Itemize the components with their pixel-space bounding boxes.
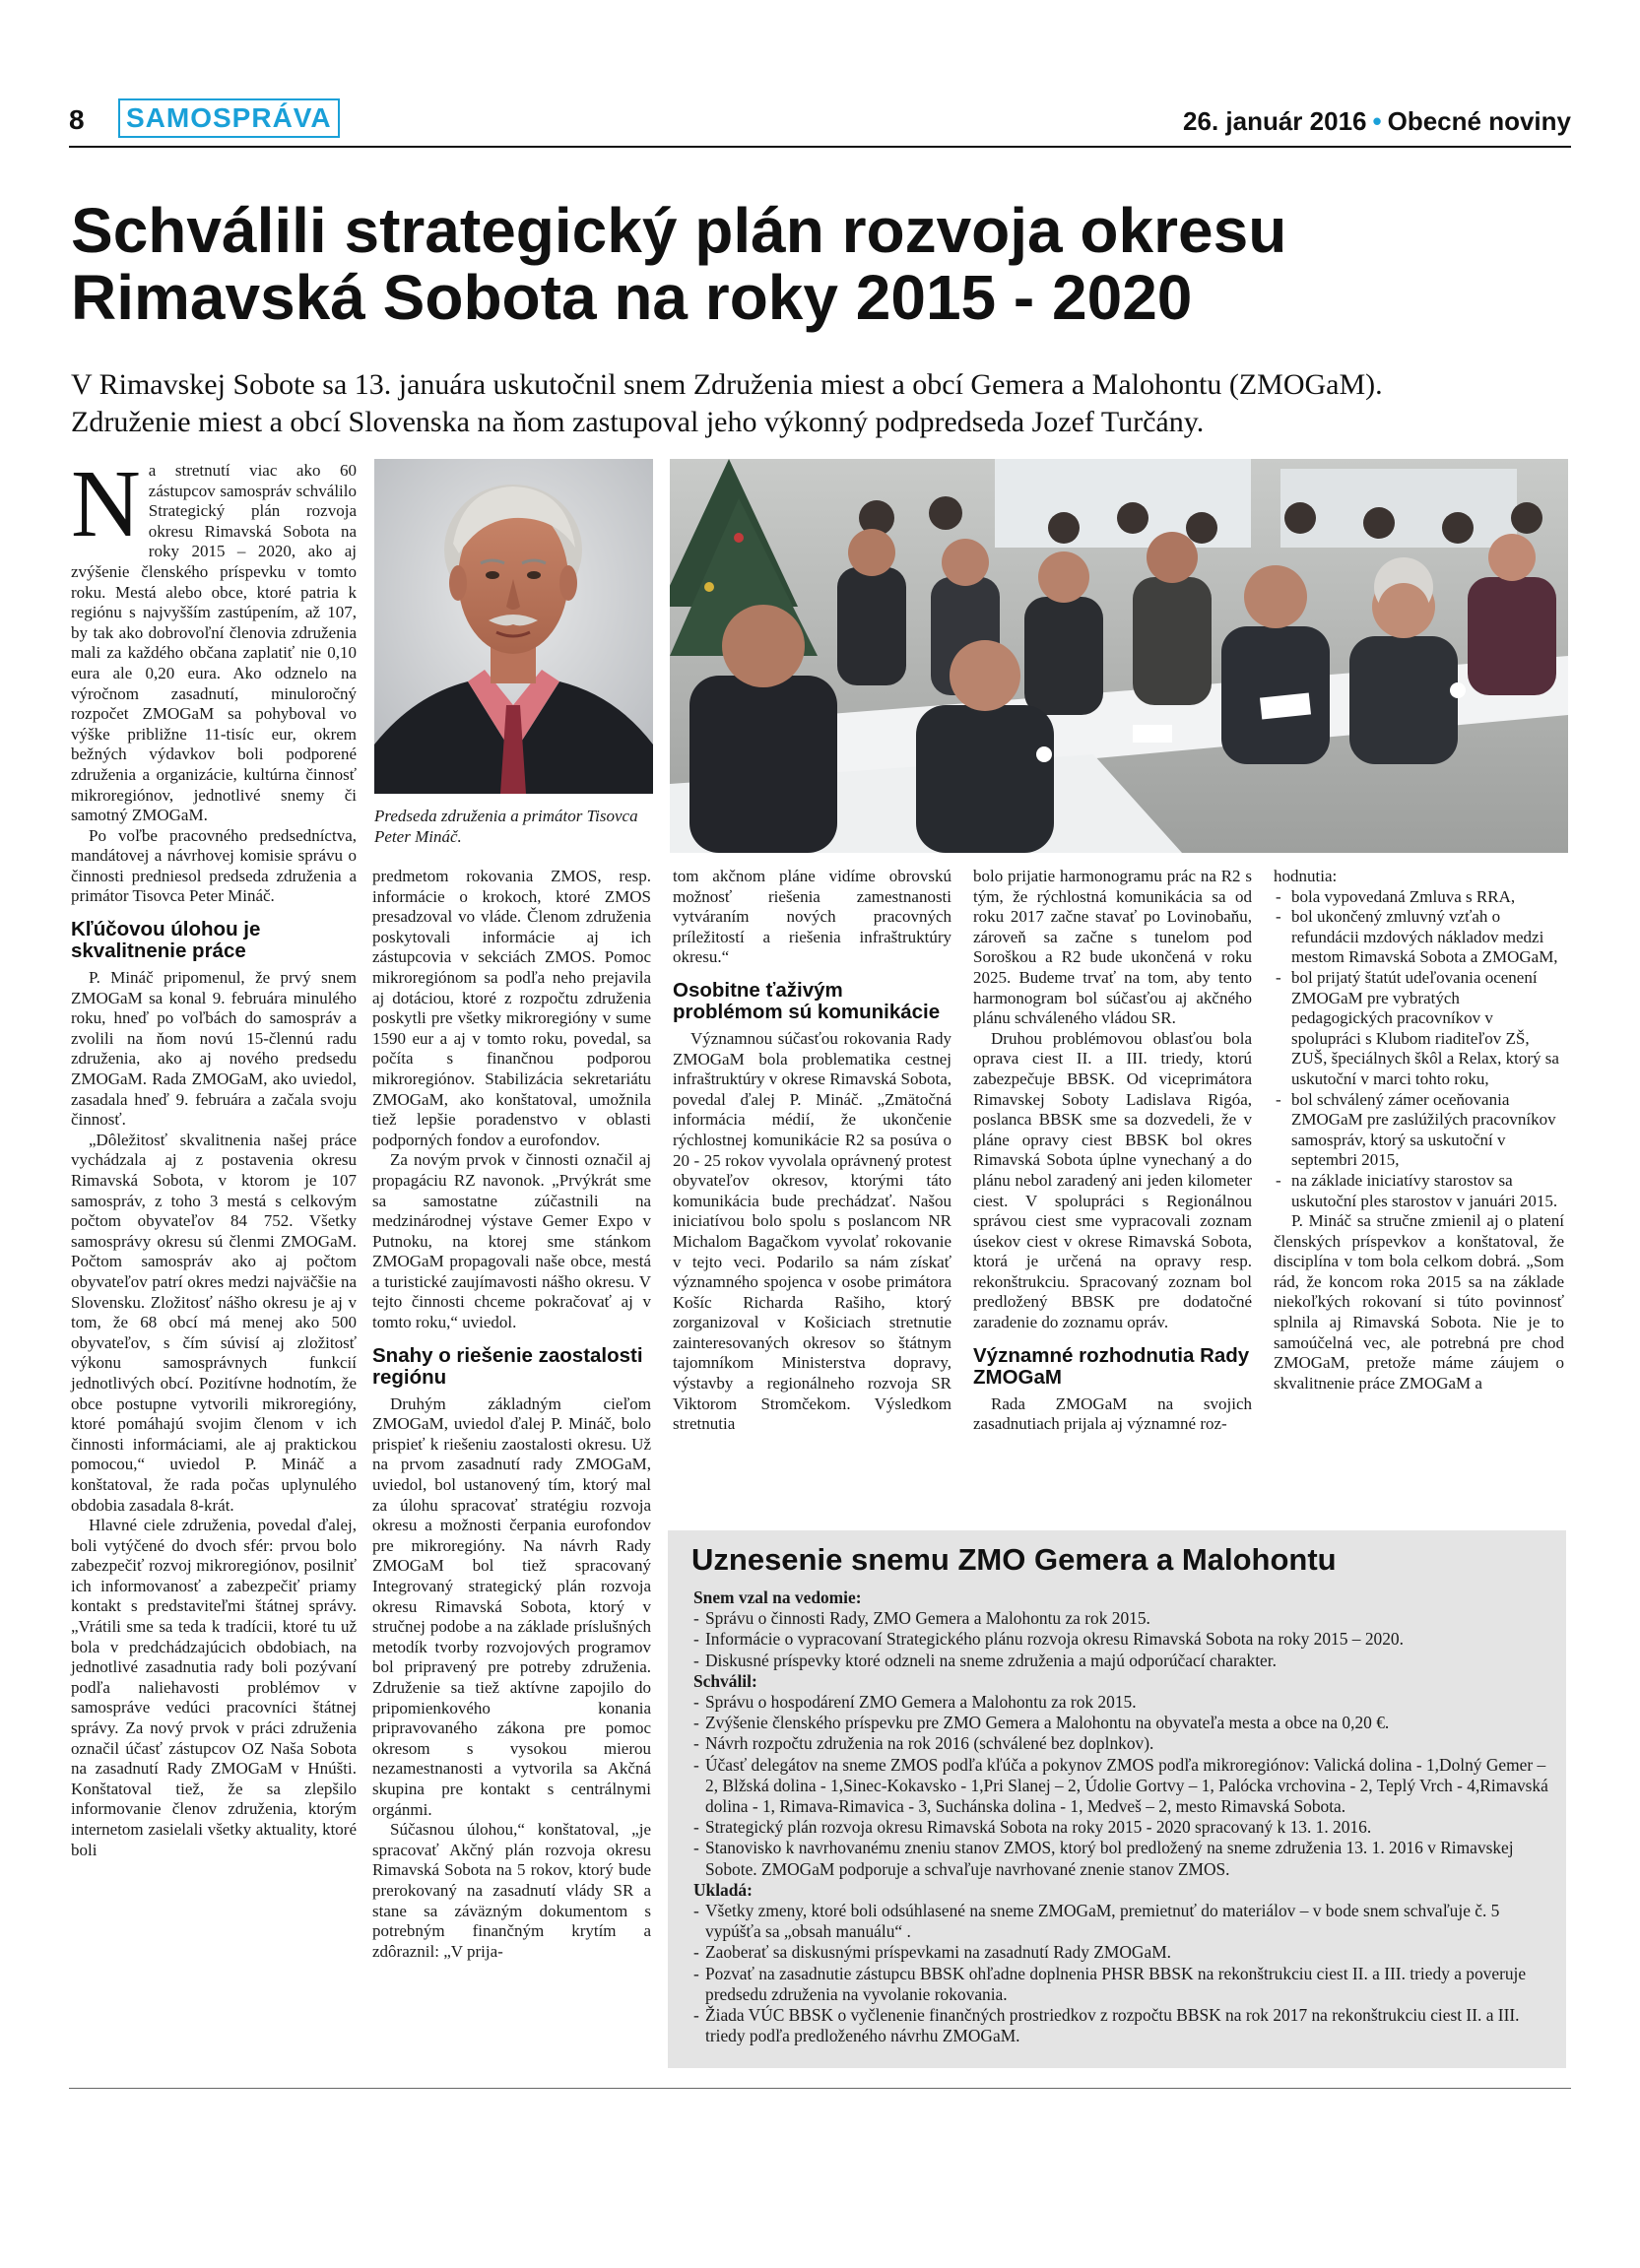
drop-cap: N bbox=[71, 451, 141, 557]
resolution-title: Uznesenie snemu ZMO Gemera a Malohontu bbox=[691, 1542, 1337, 1577]
article-column-3 bbox=[673, 867, 951, 1435]
resolution-item: - Zvýšenie členského príspevku pre ZMO Gemera a Malohontu na obyvateľa mesta a obce na 0,20 €. bbox=[693, 1713, 1552, 1733]
resolution-item: - Správu o hospodárení ZMO Gemera a Malohontu za rok 2015. bbox=[693, 1692, 1552, 1713]
article-column-1 bbox=[71, 451, 357, 1860]
paragraph: Rada ZMOGaM na svojich zasadnutiach prijala aj významné roz- bbox=[973, 1393, 1252, 1434]
photo-caption: Predseda združenia a primátor Tisovca Peter Mináč. bbox=[374, 807, 638, 846]
paragraph: Po voľbe pracovného predsedníctva, mandátovej a návrhovej komisie správu o činnosti predniesol predseda združenia a primátor Tisovca Peter Mináč. bbox=[71, 825, 357, 906]
subheading: Kľúčovou úlohou je skvalitnenie práce bbox=[71, 918, 261, 963]
publication-name: Obecné noviny bbox=[1387, 106, 1571, 136]
paragraph: Súčasnou úlohou,“ konštatoval, „je spracovať Akčný plán rozvoja okresu Rimavská Sobota na 5 rokov, ktorý bude prerokovaný na zasadnutí vlády SR a stane sa záväzným dokumentom s potrebným finančným krytím a zdôraznil: „V prija- bbox=[372, 1820, 651, 1961]
subheading: Významné rozhodnutia Rady ZMOGaM bbox=[973, 1343, 1250, 1389]
resolution-body bbox=[682, 1588, 1552, 2046]
article-column-4 bbox=[973, 867, 1252, 1435]
subheading: Snahy o riešenie zaostalosti regiónu bbox=[372, 1343, 643, 1389]
list-item: - bol ukončený zmluvný vzťah o refundácii mzdových nákladov medzi mestom Rimavská Sobota a ZMOGaM, bbox=[1274, 907, 1564, 968]
paragraph: Za novým prvok v činnosti označil aj propagáciu RZ navonok. „Prvýkrát sme sa samostatne zúčastnili na medzinárodnej výstave Gemer Expo v Putnoku, na ktorej sme stánkom ZMOGaM propagovali naše obce, mestá a turistické zaujímavosti nášho okresu. V tejto činnosti chceme pokračovať aj v tomto roku,“ uviedol. bbox=[372, 1150, 651, 1332]
paragraph: P. Mináč pripomenul, že prvý snem ZMOGaM sa konal 9. februára minulého roku, hneď po voľbách do samospráv a zvolili na ňom novú 15-člennú radu združenia, ako aj nového predsedu ZMOGaM. Rada ZMOGaM, ako uviedol, zasadala hneď 9. februára a začala svoju činnosť. bbox=[71, 968, 357, 1130]
resolution-item: - Strategický plán rozvoja okresu Rimavská Sobota na roky 2015 - 2020 spracovaný k 13. 1. 2016. bbox=[693, 1817, 1552, 1838]
resolution-item: - Informácie o vypracovaní Strategického plánu rozvoja okresu Rimavská Sobota na roky 2015 – 2020. bbox=[693, 1629, 1552, 1650]
paragraph: hodnutia: bbox=[1274, 867, 1338, 885]
resolution-item: - Návrh rozpočtu združenia na rok 2016 (schválené bez doplnkov). bbox=[693, 1733, 1552, 1754]
paragraph: P. Mináč sa stručne zmienil aj o platení členských príspevkov a konštatoval, že disciplína v tom bola celkom dobrá. „Som rád, že koncom roka 2015 sa na základe niekoľkých rokovaní si túto povinnosť splnila aj Rimavská Sobota. Nie je to samoúčelná vec, ale potrebná pre chod ZMOGaM, pretože máme záujem o skvalitnenie práce ZMOGaM a bbox=[1274, 1211, 1564, 1393]
header-separator: • bbox=[1372, 106, 1382, 136]
subheading: Osobitne ťaživým problémom sú komunikácie bbox=[673, 978, 941, 1023]
list-item: - bol schválený zámer oceňovania ZMOGaM pre zaslúžilých pracovníkov samospráv, ktorý sa uskutoční v septembri 2015, bbox=[1274, 1090, 1564, 1171]
meeting-image bbox=[670, 459, 1568, 853]
lead-line: V Rimavskej Sobote sa 13. januára uskutočnil snem Združenia miest a obcí Gemera a Malohontu (ZMOGaM). bbox=[71, 368, 1383, 401]
paragraph: predmetom rokovania ZMOS, resp. informácie o krokoch, ktoré ZMOS presadzoval vo vláde. Členom združenia poskytovali informácie aj ich zástupcovia v sekciách ZMOS. Pomoc mikroregiónom sa podľa neho prejavila aj dotáciou, ktoré z rozpočtu združenia poskytli pre všetky mikroregióny v sume 1590 eur a aj v tomto roku, povedal, sa počíta s finančnou podporou mikroregiónov. Stabilizácia sekretariátu ZMOGaM, ako konštatoval, umožnila tiež lepšie poradenstvo v oblasti podporných fondov a eurofondov. bbox=[372, 867, 651, 1149]
paragraph: Druhým základným cieľom ZMOGaM, uviedol ďalej P. Mináč, bolo prispieť k riešeniu zaostalosti okresu. Už na prvom zasadnutí rady ZMOGaM, uviedol, bol ustanovený tím, ktorý mal za úlohu spracovať stratégiu rozvoja okresu a možnosti čerpania eurofondov pre mikroregióny. Na návrh Rady ZMOGaM bol tiež spracovaný Integrovaný strategický plán rozvoja okresu Rimavská Sobota, ktorý v stručnej podobe a na základe príslušných metodík tvorby rozvojových programov bol pripravený pre potreby združenia. Združenie sa tiež aktívne zapojilo do pripomienkového konania pripravovaného zákona pre pomoc okresom s vysokou mierou nezamestnanosti a vytvorila sa Akčná skupina pre kontakt s centrálnymi orgánmi. bbox=[372, 1393, 651, 1819]
resolution-section-label: Schválil: bbox=[693, 1670, 757, 1691]
paragraph: tom akčnom pláne vidíme obrovskú možnosť riešenia zamestnanosti vytváraním nových pracovných príležitostí a riešenia infraštruktúry okresu.“ bbox=[673, 867, 951, 967]
list-item: - na základe iniciatívy starostov sa uskutoční ples starostov v januári 2015. bbox=[1274, 1171, 1564, 1211]
resolution-section-label: Ukladá: bbox=[693, 1879, 753, 1900]
headline bbox=[71, 197, 1568, 331]
list-item: - bola vypovedaná Zmluva s RRA, bbox=[1274, 887, 1564, 908]
article-column-5 bbox=[1274, 867, 1564, 1393]
meeting-photo bbox=[670, 459, 1568, 853]
resolution-item: - Diskusné príspevky ktoré odzneli na sneme združenia a majú odporúčací charakter. bbox=[693, 1651, 1552, 1671]
resolution-box bbox=[668, 1530, 1566, 2068]
resolution-section-label: Snem vzal na vedomie: bbox=[693, 1588, 862, 1607]
issue-info bbox=[1183, 106, 1571, 137]
resolution-item: - Zaoberať sa diskusnými príspevkami na zasadnutí Rady ZMOGaM. bbox=[693, 1942, 1552, 1963]
header-rule bbox=[69, 146, 1571, 148]
issue-date: 26. január 2016 bbox=[1183, 106, 1367, 136]
lead-line: Združenie miest a obcí Slovenska na ňom zastupoval jeho výkonný podpredseda Jozef Turčány. bbox=[71, 406, 1205, 438]
decision-list bbox=[1274, 887, 1564, 1212]
page-header bbox=[69, 98, 1571, 146]
portrait-photo bbox=[374, 459, 653, 794]
headline-line: Rimavská Sobota na roky 2015 - 2020 bbox=[71, 262, 1193, 333]
paragraph-text: a stretnutí viac ako 60 zástupcov samospráv schválilo Strategický plán rozvoja okresu Rimavská Sobota na roky 2015 – 2020, ako aj zvýšenie členského príspevku v tomto roku. Mestá alebo obce, ktoré patria k regiónu s najvyšším zastúpením, až 107, by tak ako dobrovoľní členovia združenia mali za každého občana zaplatiť nie 0,10 eura ale 0,20 eura. Ako odznelo na výročnom zasadnutí, minuloročný rozpočet ZMOGaM sa pohyboval vo výške približne 11-tisíc eur, okrem bežných výdavkov boli podporené združenia a organizácie, kultúrna činnosť mikroregiónov, jednotlivé snemy či samotný ZMOGaM. bbox=[71, 461, 357, 825]
resolution-item: - Pozvať na zasadnutie zástupcu BBSK ohľadne doplnenia PHSR BBSK na rekonštrukciu ciest II. a III. triedy a poveruje predsedu združenia na vyvolanie rokovania. bbox=[693, 1964, 1552, 2005]
resolution-item: - Žiada VÚC BBSK o vyčlenenie finančných prostriedkov z rozpočtu BBSK na rok 2017 na rekonštrukciu ciest II. a III. triedy podľa predloženého návrhu ZMOGaM. bbox=[693, 2005, 1552, 2046]
list-item: - bol prijatý štatút udeľovania ocenení ZMOGaM pre vybratých pedagogických pracovníkov v spolupráci s Klubom riaditeľov ZŠ, ZUŠ, špeciálnych škôl a Relax, ktorý sa uskutoční v marci tohto roku, bbox=[1274, 968, 1564, 1090]
resolution-item: - Stanovisko k navrhovanému zneniu stanov ZMOS, ktorý bol predložený na sneme združenia 13. 1. 2016 v Rimavskej Sobote. ZMOGaM podporuje a schvaľuje navrhované znenie stanov ZMOS. bbox=[693, 1838, 1552, 1879]
resolution-item: - Správu o činnosti Rady, ZMO Gemera a Malohontu za rok 2015. bbox=[693, 1608, 1552, 1629]
paragraph: Hlavné ciele združenia, povedal ďalej, boli vytýčené do dvoch sfér: prvou bolo zabezpečiť rozvoj mikroregiónov, posilniť ich informovanosť a zabezpečiť priamy kontakt s predstaviteľmi štátnej správy. „Vrátili sme sa teda k tradícii, ktoré tu už bola v predchádzajúcich obdobiach, na jednotlivé zasadnutia rady boli pozývaní podľa naliehavosti problémov v samospráve vedúci pracovníci štátnej správy. Za nový prvok v práci združenia označil účasť zástupcov OZ Naša Sobota na zasadnutí Rady ZMOGaM v Hnúšti. Konštatoval tiež, že sa zlepšilo informovanie členov združenia, ktorým internetom zasielali všetky aktuality, ktoré boli bbox=[71, 1516, 357, 1859]
footer-rule bbox=[69, 2088, 1571, 2089]
lead-paragraph bbox=[71, 366, 1568, 441]
article-column-2 bbox=[372, 867, 651, 1962]
headline-line: Schválili strategický plán rozvoja okresu bbox=[71, 195, 1287, 266]
opening-paragraph bbox=[71, 451, 357, 826]
paragraph: „Dôležitosť skvalitnenia našej práce vychádzala aj z postavenia okresu Rimavská Sobota, v ktorom je 107 samospráv, z toho 3 mestá s celkovým počtom obyvateľov 84 752. Všetky samosprávy okresu sú členmi ZMOGaM. Počtom samospráv ako aj počtom obyvateľov patrí okres medzi najväčšie na Slovensku. Zložitosť nášho okresu je aj v tom, že 68 obcí má menej ako 500 obyvateľov, s čím súvisí aj zložitosť výkonu samosprávnych funkcií jednotlivých obcí. Pozitívne hodnotím, že obce postupne vytvorili mikroregióny, ktoré pomáhajú svojim členom v ich činnosti informáciami, ale aj praktickou pomocou,“ uviedol P. Mináč a konštatoval, že rada počas uplynulého obdobia zasadala 8-krát. bbox=[71, 1130, 357, 1515]
portrait-image bbox=[374, 459, 653, 794]
paragraph: Druhou problémovou oblasťou bola oprava ciest II. a III. triedy, ktorú zabezpečuje BBSK. Od viceprimátora Rimavskej Soboty Ladislava Rigóa, poslanca BBSK sme sa dozvedeli, že v pláne opravy ciest BBSK bol okres Rimavská Sobota úplne vynechaný a do plánu nebol zaradený ani jeden kilometer ciest. V spolupráci s Regionálnou správou ciest sme vypracovali zoznam úsekov ciest v okrese Rimavská Sobota, ktorá je určená na opravy resp. rekonštrukciu. Spracovaný zoznam bol predložený BBSK pre dodatočné zaradenie do zoznamu opráv. bbox=[973, 1028, 1252, 1332]
section-label: SAMOSPRÁVA bbox=[118, 98, 340, 138]
paragraph: bolo prijatie harmonogramu prác na R2 s tým, že rýchlostná komunikácia sa od roku 2017 začne stavať po Lovinobaňu, zároveň sa začne s tunelom pod Soroškou a R2 bude ukončená v roku 2025. Budeme trvať na tom, aby tento harmonogram bol súčasťou aj akčného plánu schváleného vládou SR. bbox=[973, 867, 1252, 1028]
resolution-item: - Účasť delegátov na sneme ZMOS podľa kľúča a pokynov ZMOS podľa mikroregiónov: Valická dolina - 1,Dolný Gemer – 2, Blžská dolina - 1,Sinec-Kokavsko - 1,Pri Slanej – 2, Údolie Gortvy – 1, Palócka vrchovina - 2, Teplý Vrch - 4,Rimavská dolina - 1, Rimava-Rimavica - 3, Suchánska dolina - 1, Medveš – 2, mesto Rimavská Sobota. bbox=[693, 1755, 1552, 1818]
page-number: 8 bbox=[69, 104, 85, 135]
paragraph: Významnou súčasťou rokovania Rady ZMOGaM bola problematika cestnej infraštruktúry v okrese Rimavská Sobota, povedal ďalej P. Mináč. „Zmätočná informácia médií, že ukončenie rýchlostnej komunikácie R2 sa posúva o 20 - 25 rokov vyvolala oprávnený protest obyvateľov okresov, ktorými táto komunikácia bude prechádzať. Našou iniciatívou bolo spolu s poslancom NR Michalom Bagačkom vyvolať rokovanie v tejto veci. Podarilo sa nám získať významného spojenca v osobe primátora Košíc Richarda Rašiho, ktorý zorganizoval v Košiciach stretnutie zainteresovaných okresov so štátnym tajomníkom Ministerstva dopravy, výstavby a regionálneho rozvoja SR Viktorom Stromčekom. Výsledkom stretnutia bbox=[673, 1028, 951, 1434]
resolution-item: - Všetky zmeny, ktoré boli odsúhlasené na sneme ZMOGaM, premietnuť do materiálov – v bode snem schvaľuje č. 5 vypúšťa sa „obsah manuálu“ . bbox=[693, 1901, 1552, 1942]
